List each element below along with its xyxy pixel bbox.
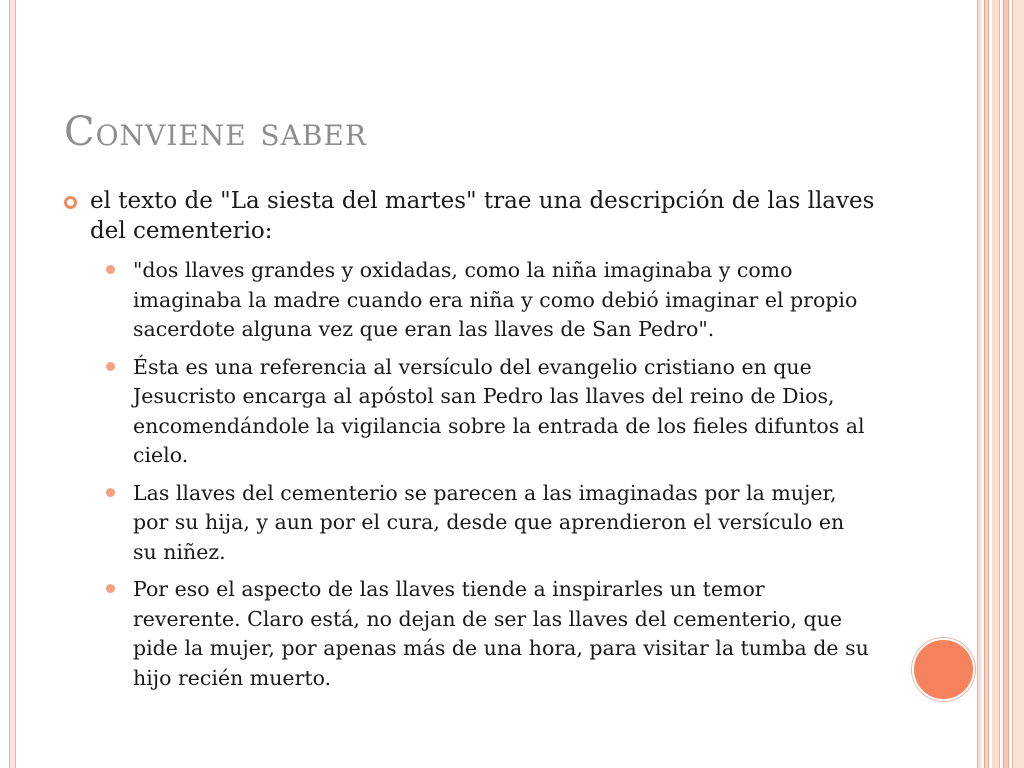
sub-bullet-text: "dos llaves grandes y oxidadas, como la niña imaginaba y como imaginaba la madre cuando era niña y como debió imaginar el propio sacerdote alguna vez que eran las llaves de San Pedro".	[133, 258, 858, 341]
sub-bullet-item	[106, 575, 884, 693]
dot-bullet-icon	[106, 362, 115, 371]
slide-content	[64, 186, 884, 701]
right-decorative-stripe	[984, 0, 989, 768]
sub-bullet-item	[106, 256, 884, 345]
sub-bullet-item	[106, 479, 884, 568]
bullet-level1-text: el texto de "La siesta del martes" trae una descripción de las llaves del cementerio:	[90, 188, 875, 244]
sub-bullet-text: Por eso el aspecto de las llaves tiende a inspirarles un temor reverente. Claro está, no dejan de ser las llaves del cementerio, que pide la mujer, por apenas más de una hora, para visitar la tumba de su hijo recién muerto.	[133, 577, 869, 690]
dot-bullet-icon	[106, 488, 115, 497]
sub-bullet-text: Ésta es una referencia al versículo del evangelio cristiano en que Jesucristo encarga al apóstol san Pedro las llaves del reino de Dios, encomendándole la vigilancia sobre la entrada de los fieles difuntos al cielo.	[133, 354, 865, 467]
slide-title: Conviene saber	[64, 109, 367, 155]
ring-bullet-icon	[64, 196, 77, 209]
left-decorative-border	[9, 0, 16, 768]
sub-bullet-text: Las llaves del cementerio se parecen a las imaginadas por la mujer, por su hija, y aun por el cura, desde que aprendieron el versículo en su niñez.	[133, 480, 845, 564]
sub-bullet-item	[106, 353, 884, 471]
right-decorative-stripe	[1012, 0, 1024, 768]
sub-bullet-list	[106, 256, 884, 693]
right-decorative-stripe	[1003, 0, 1009, 768]
right-decorative-stripe	[977, 0, 981, 768]
dot-bullet-icon	[106, 265, 115, 274]
bullet-level1	[64, 186, 884, 246]
dot-bullet-icon	[106, 584, 115, 593]
right-decorative-stripe	[992, 0, 1000, 768]
circle-icon	[912, 638, 975, 701]
